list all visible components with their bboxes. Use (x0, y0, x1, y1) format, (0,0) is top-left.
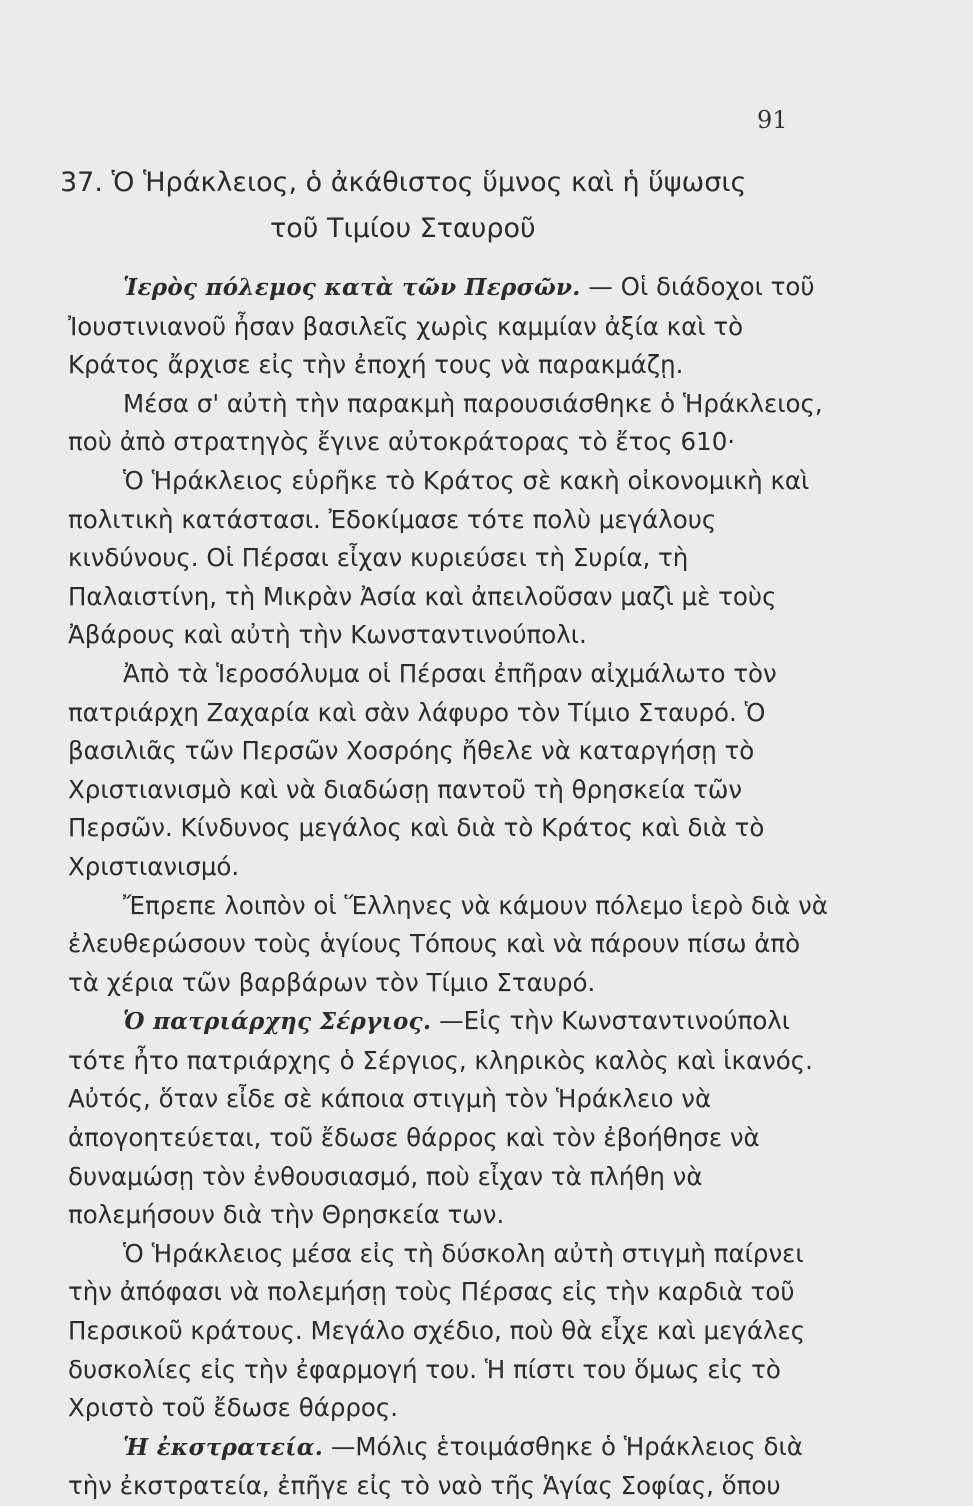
paragraph: Ἔπρεπε λοιπὸν οἱ Ἕλληνες νὰ κάμουν πόλεμο ἱερὸ διὰ νὰ ἐλευθερώσουν τοὺς ἁγίους Τόπους καὶ νὰ πάρουν πίσω ἀπὸ τὰ χέρια τῶν βαρβάρων τὸν Τίμιο Σταυρό. (68, 890, 828, 997)
paragraph: Ἀπὸ τὰ Ἱεροσόλυμα οἱ Πέρσαι ἐπῆραν αἰχμάλωτο τὸν πατριάρχη Ζαχαρία καὶ σὰν λάφυρο τὸν Τίμιο Σταυρό. Ὁ βασιλιᾶς τῶν Περσῶν Χοσρόης ἤθελε νὰ καταργήσῃ τὸ Χριστιανισμὸ καὶ νὰ διαδώσῃ παντοῦ τὴ θρησκεία τῶν Περσῶν. Κίνδυνος μεγάλος καὶ διὰ τὸ Κράτος καὶ διὰ τὸ Χριστιανισμό. (68, 658, 777, 881)
paragraph: Ὁ Ἡράκλειος μέσα εἰς τὴ δύσκολη αὐτὴ στιγμὴ παίρνει τὴν ἀπόφασι νὰ πολεμήσῃ τοὺς Πέρσας εἰς τὴν καρδιὰ τοῦ Περσικοῦ κράτους. Μεγάλο σχέδιο, ποὺ θὰ εἶχε καὶ μεγάλες δυσκολίες εἰς τὴν ἐφαρμογή του. Ἡ πίστι του ὅμως εἰς τὸ Χριστὸ τοῦ ἔδωσε θάρρος. (68, 1238, 806, 1423)
chapter-title-line-1: 37. Ὁ Ἡράκλειος, ὁ ἀκάθιστος ὕμνος καὶ ἡ ὕψωσις (60, 167, 747, 198)
paragraph: Ὁ Ἡράκλειος εὑρῆκε τὸ Κράτος σὲ κακὴ οἰκονομικὴ καὶ πολιτικὴ κατάστασι. Ἐδοκίμασε τότε πολὺ μεγάλους κινδύνους. Οἱ Πέρσαι εἶχαν κυριεύσει τὴ Συρία, τὴ Παλαιστίνη, τὴ Μικρὰν Ἀσία καὶ ἀπειλοῦσαν μαζὶ μὲ τοὺς Ἀβάρους καὶ αὐτὴ τὴν Κωνσταντινούπολι. (68, 465, 810, 650)
paragraph: Μέσα σ' αὐτὴ τὴν παρακμὴ παρουσιάσθηκε ὁ Ἡράκλειος, ποὺ ἀπὸ στρατηγὸς ἔγινε αὐτοκράτορας τὸ ἔτος 610· (68, 388, 823, 457)
paragraph (68, 1428, 828, 1506)
paragraph (68, 268, 828, 385)
section-heading: Ὁ πατριάρχης Σέργιος. (123, 1008, 432, 1036)
chapter-title (60, 160, 820, 252)
paragraph (68, 1002, 828, 1235)
chapter-title-line-2: τοῦ Τιμίου Σταυροῦ (270, 213, 536, 244)
section-heading: Ἱερὸς πόλεμος κατὰ τῶν Περσῶν. (123, 274, 581, 301)
paragraph-text: — Οἱ διάδοχοι τοῦ Ἰουστινιανοῦ ἦσαν βασιλεῖς χωρὶς καμμίαν ἀξία καὶ τὸ Κράτος ἄρχισε εἰς τὴν ἐποχή τους νὰ παρακμάζῃ. (68, 272, 815, 380)
section-heading: Ἡ ἐκστρατεία. (123, 1433, 324, 1461)
paragraph-text: —Εἰς τὴν Κωνσταντινούπολι τότε ἦτο πατριάρχης ὁ Σέργιος, κληρικὸς καλὸς καὶ ἱκανός. Αὐτός, ὅταν εἶδε σὲ κάποια στιγμὴ τὸν Ἡράκλειο νὰ ἀπογοητεύεται, τοῦ ἔδωσε θάρρος καὶ τὸν ἐβοήθησε νὰ δυναμώσῃ τὸν ἐνθουσιασμό, ποὺ εἶχαν τὰ πλήθη νὰ πολεμήσουν διὰ τὴν Θρησκεία των. (68, 1006, 813, 1230)
body-text (68, 268, 828, 1506)
paragraph-text: —Μόλις ἑτοιμάσθηκε ὁ Ἡράκλειος διὰ τὴν ἐκστρατεία, ἐπῆγε εἰς τὸ ναὸ τῆς Ἁγίας Σοφίας, ὅπου (68, 1431, 803, 1501)
page-number: 91 (757, 106, 788, 134)
